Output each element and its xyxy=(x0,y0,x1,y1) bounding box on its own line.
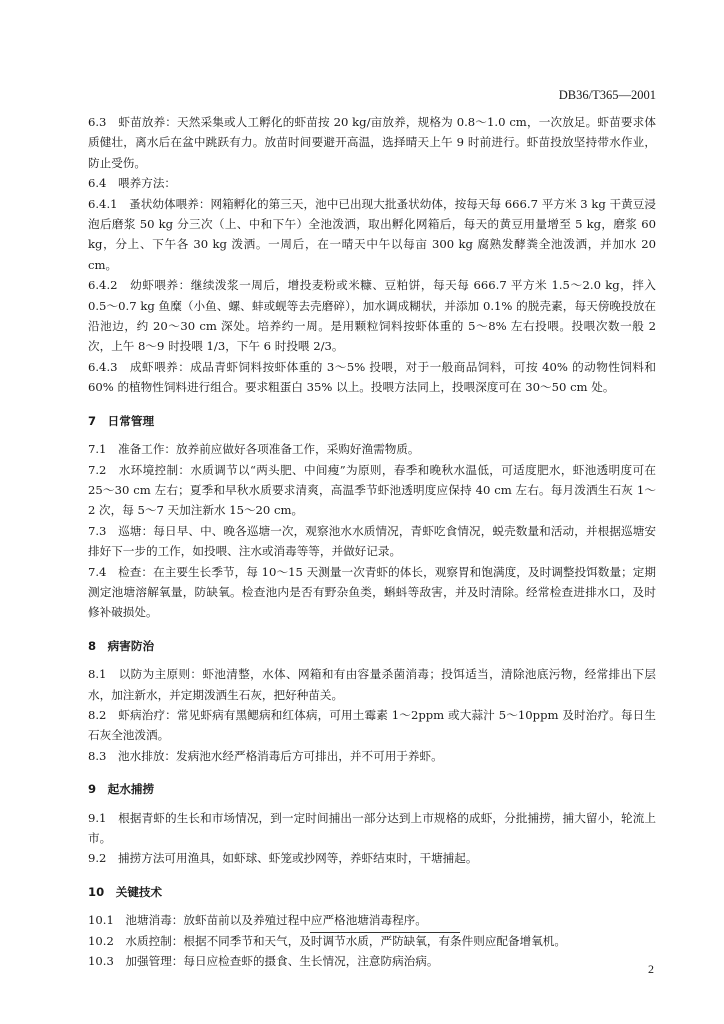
section-heading: 8 病害防治 xyxy=(88,638,155,653)
section-heading: 10 关键技术 xyxy=(88,884,163,899)
page-number: 2 xyxy=(648,962,654,976)
clause: 9.1 根据青虾的生长和市场情况，到一定时间捕出一部分达到上市规格的成虾，分批捕捞，捕大留小，轮流上市。 xyxy=(88,810,656,845)
clause: 10.1 池塘消毒：放虾苗前以及养殖过程中应严格池塘消毒程序。 xyxy=(88,913,427,928)
section-heading: 7 日常管理 xyxy=(88,413,155,428)
clause: 8.3 池水排放：发病池水经严格消毒后方可排出，并不可用于养虾。 xyxy=(88,748,443,763)
section-heading: 9 起水捕捞 xyxy=(88,782,155,797)
clause: 9.2 捕捞方法可用渔具，如虾球、虾笼或抄网等，养虾结束时，干塘捕起。 xyxy=(88,851,478,866)
paragraph: 6.4 喂养方法： xyxy=(88,176,177,191)
paragraph: 6.4.2 幼虾喂养：继续泼浆一周后，增投麦粉或米糠、豆粕饼，每天每 666.7 平方米 1.5～2.0 kg，拌入 0.5～0.7 kg 鱼糜（小鱼、螺、蚌或蚬等去壳磨碎），加水调成糊状，并添加 0.1% 的脱壳素，每天傍晚投放在沿池边，约 20～30 cm 深处。培养约一周。是用颗粒饲料按虾体重的 5～8% 左右投喂。投喂次数一般 2 次，上午 8～9 时投喂 1/3，下午 6 时投喂 2/3。 xyxy=(88,278,656,354)
clause: 8.2 虾病治疗：常见虾病有黑鳃病和红体病，可用土霉素 1～2ppm 或大蒜汁 5～10ppm 及时治疗。每日生石灰全池泼洒。 xyxy=(88,707,656,743)
document-body xyxy=(88,112,656,971)
clause: 7.3 巡塘：每日早、中、晚各巡塘一次，观察池水水质情况，青虾吃食情况，蜕壳数量和活动，并根据巡塘安排好下一步的工作，如投喂、注水或消毒等等，并做好记录。 xyxy=(88,523,656,559)
clause: 10.2 水质控制：根据不同季节和天气，及时调节水质，严防缺氧，有条件则应配备增氧机。 xyxy=(88,933,566,948)
clause: 7.1 准备工作：放养前应做好各项准备工作，采购好渔需物质。 xyxy=(88,442,420,457)
clause: 10.3 加强管理：每日应检查虾的摄食、生长情况，注意防病治病。 xyxy=(88,954,439,969)
clause: 7.2 水环境控制：水质调节以“两头肥、中间瘦”为原则，春季和晚秋水温低，可适度肥水，虾池透明度可在 25～30 cm 左右；夏季和早秋水质要求清爽，高温季节虾池透明度应保持 40 cm 左右。每月泼洒生石灰 1～2 次，每 5～7 天加注新水 15～20 cm。 xyxy=(88,462,656,518)
end-rule xyxy=(310,932,460,933)
standard-code: DB36/T365—2001 xyxy=(558,88,656,102)
clause: 8.1 以防为主原则：虾池清整，水体、网箱和有由容量杀菌消毒；投饵适当，清除池底污物，经常排出下层水，加注新水，并定期泼洒生石灰，把好种苗关。 xyxy=(88,667,656,702)
paragraph: 6.3 虾苗放养：天然采集或人工孵化的虾苗按 20 kg/亩放养，规格为 0.8～1.0 cm，一次放足。虾苗要求体质健壮，离水后在盆中跳跃有力。放苗时间要避开高温，选择晴天上午 9 时前进行。虾苗投放坚持带水作业，防止受伤。 xyxy=(88,115,656,170)
paragraph: 6.4.1 蚤状幼体喂养：网箱孵化的第三天，池中已出现大批蚤状幼体，按每天每 666.7 平方米 3 kg 干黄豆浸泡后磨浆 50 kg 分三次（上、中和下午）全池泼洒，取出孵化网箱后，每天的黄豆用量增至 5 kg，磨浆 60 kg，分上、下午各 30 kg 泼洒。一周后，在一晴天中午以每亩 300 kg 腐熟发酵粪全池泼洒，并加水 20 cm。 xyxy=(88,196,656,272)
clause: 7.4 检查：在主要生长季节，每 10～15 天测量一次青虾的体长，观察胃和饱满度，及时调整投饵数量；定期测定池塘溶解氧量，防缺氧。检查池内是否有野杂鱼类，蝌蚪等敌害，并及时清除。经常检查进排水口，及时修补破损处。 xyxy=(88,564,656,620)
paragraph: 6.4.3 成虾喂养：成品青虾饲料按虾体重的 3～5% 投喂，对于一般商品饲料，可按 40% 的动物性饲料和 60% 的植物性饲料进行组合。要求粗蛋白 35% 以上。投喂方法同上，投喂深度可在 30～50 cm 处。 xyxy=(88,359,656,395)
